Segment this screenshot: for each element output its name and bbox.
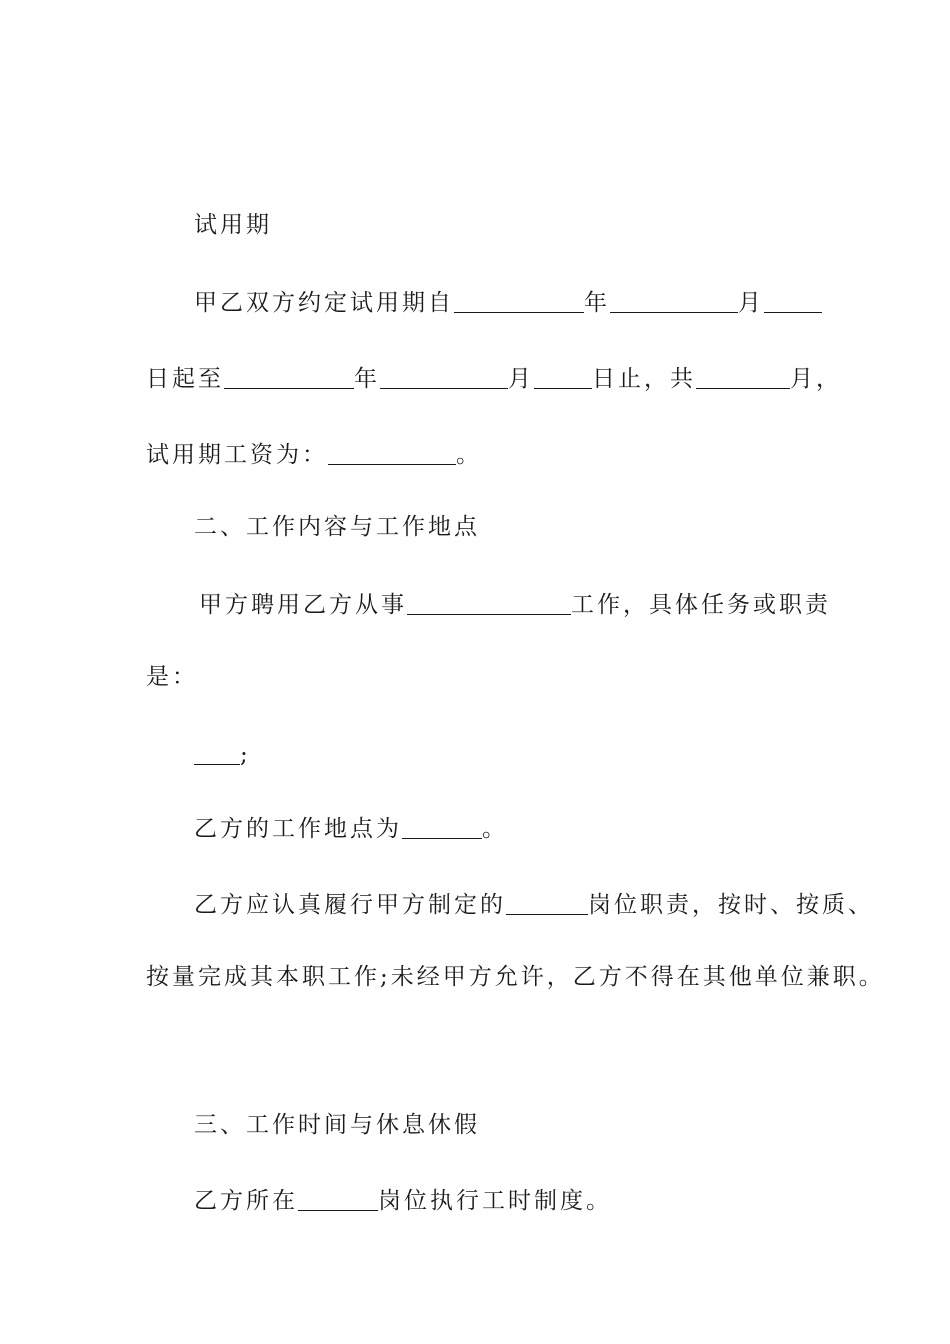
end-year-blank[interactable] xyxy=(224,366,354,389)
worktime-line xyxy=(194,1188,612,1213)
duty-label-3: 按量完成其本职工作;未经甲方允许，乙方不得在其他单位兼职。 xyxy=(146,964,885,990)
job-duties-colon: 是： xyxy=(146,664,198,690)
section2-heading-text: 二、工作内容与工作地点 xyxy=(194,514,480,540)
worktime-position-blank[interactable] xyxy=(298,1188,378,1211)
end-day-blank[interactable] xyxy=(534,366,592,389)
probation-salary-blank[interactable] xyxy=(328,442,456,465)
probation-heading xyxy=(194,214,272,237)
probation-start-label: 甲乙双方约定试用期自 xyxy=(194,290,454,316)
start-year-blank[interactable] xyxy=(454,290,584,313)
duty-label-2: 岗位职责，按时、按质、 xyxy=(588,892,874,918)
job-line-2 xyxy=(146,666,198,689)
start-day-unit: 日起至 xyxy=(146,366,224,392)
section3-heading-text: 三、工作时间与休息休假 xyxy=(194,1112,480,1138)
job-title-blank[interactable] xyxy=(407,592,571,615)
probation-salary-line xyxy=(146,442,482,467)
section2-heading xyxy=(194,516,480,539)
end-day-unit: 日止，共 xyxy=(592,366,696,392)
start-year-unit: 年 xyxy=(584,290,610,316)
job-duties-line xyxy=(194,742,251,767)
end-month-unit: 月 xyxy=(508,366,534,392)
probation-salary-period: 。 xyxy=(456,442,482,468)
work-location-label: 乙方的工作地点为 xyxy=(194,816,402,842)
end-year-unit: 年 xyxy=(354,366,380,392)
probation-heading-text: 试用期 xyxy=(194,212,272,238)
duty-label-1: 乙方应认真履行甲方制定的 xyxy=(194,892,506,918)
probation-salary-label: 试用期工资为： xyxy=(146,442,328,468)
job-employ-label: 甲方聘用乙方从事 xyxy=(199,592,407,618)
work-location-blank[interactable] xyxy=(402,816,482,839)
start-month-unit: 月 xyxy=(738,290,764,316)
job-duties-semicolon: ; xyxy=(240,742,251,768)
duty-line-2 xyxy=(146,966,885,989)
duty-line-1 xyxy=(194,892,874,917)
duty-position-blank[interactable] xyxy=(506,892,588,915)
job-line-1 xyxy=(199,592,831,617)
end-month-blank[interactable] xyxy=(380,366,508,389)
job-duties-label: 工作，具体任务或职责 xyxy=(571,592,831,618)
work-location-period: 。 xyxy=(482,816,508,842)
start-month-blank[interactable] xyxy=(610,290,738,313)
worktime-label-1: 乙方所在 xyxy=(194,1188,298,1214)
start-day-blank[interactable] xyxy=(764,290,822,313)
total-months-blank[interactable] xyxy=(696,366,790,389)
work-location-line xyxy=(194,816,508,841)
worktime-label-2: 岗位执行工时制度。 xyxy=(378,1188,612,1214)
section3-heading xyxy=(194,1114,480,1137)
probation-line-1 xyxy=(194,290,822,315)
total-months-unit: 月， xyxy=(790,366,842,392)
probation-line-2 xyxy=(146,366,842,391)
job-duties-blank[interactable] xyxy=(194,742,240,765)
